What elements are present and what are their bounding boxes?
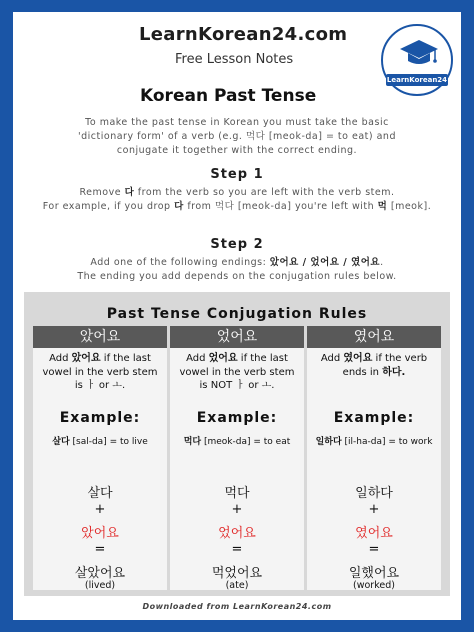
logo-text: LearnKorean24 (386, 76, 448, 84)
example-verb: 살다 [sal-da] = to live (52, 437, 148, 447)
stack-result: 일했어요 (348, 566, 400, 581)
stack-plus: + (231, 502, 243, 517)
intro-line: 'dictionary form' of a verb (e.g. 먹다 [meok-da] = to eat) and (78, 131, 396, 142)
stack-verb: 먹다 (224, 486, 250, 501)
example-label: Example: (333, 410, 415, 426)
site-name: LearnKorean24.com (139, 24, 348, 45)
step2-heading: Step 2 (210, 237, 264, 252)
stack-equals: = (231, 542, 243, 557)
header (13, 12, 461, 92)
step2-text (21, 256, 453, 284)
intro-text (33, 116, 441, 158)
stack-meaning: (ate) (225, 580, 249, 591)
rule-column-yeo (307, 326, 441, 590)
rule-ending: 었어요 (170, 326, 304, 348)
intro-line: To make the past tense in Korean you must take the basic (85, 117, 389, 128)
stack-meaning: (lived) (84, 580, 116, 591)
step2-line1: Add one of the following endings: 았어요 / 었어요 / 였어요. (90, 257, 384, 268)
example-verb: 일하다 [il-ha-da] = to work (315, 437, 433, 447)
rule-ending: 였어요 (307, 326, 441, 348)
stack-equals: = (368, 542, 380, 557)
graduation-cap-icon (399, 38, 439, 68)
stack-verb: 일하다 (355, 486, 393, 501)
stack-result: 먹었어요 (211, 566, 263, 581)
page-title: Korean Past Tense (140, 86, 317, 106)
rule-ending: 았어요 (33, 326, 167, 348)
rule-column-a (33, 326, 167, 590)
example-label: Example: (59, 410, 141, 426)
subtitle: Free Lesson Notes (175, 52, 294, 67)
footer-credit: Downloaded from LearnKorean24.com (142, 602, 332, 611)
step1-heading: Step 1 (210, 167, 264, 182)
stack-plus: + (94, 502, 106, 517)
stack-suffix: 였어요 (355, 526, 393, 541)
step1-text (21, 186, 453, 214)
rules-panel (24, 292, 450, 596)
lesson-page (13, 12, 461, 620)
stack-suffix: 았어요 (81, 526, 119, 541)
rule-column-eo (170, 326, 304, 590)
rules-title: Past Tense Conjugation Rules (106, 306, 368, 322)
stack-suffix: 었어요 (218, 526, 256, 541)
logo (381, 24, 453, 96)
rule-description: Add 었어요 if the last vowel in the verb stem is NOT ㅏ or ㅗ. (179, 353, 295, 391)
example-verb: 먹다 [meok-da] = to eat (183, 437, 291, 447)
stack-verb: 살다 (87, 486, 113, 501)
rule-description: Add 았어요 if the last vowel in the verb stem is ㅏ or ㅗ. (42, 353, 158, 391)
example-label: Example: (196, 410, 278, 426)
step2-line2: The ending you add depends on the conjugation rules below. (77, 271, 397, 282)
step1-line2: For example, if you drop 다 from 먹다 [meok-da] you're left with 먹 [meok]. (42, 201, 432, 212)
stack-result: 살았어요 (74, 566, 126, 581)
step1-line1: Remove 다 from the verb so you are left with the verb stem. (79, 187, 395, 198)
rule-description: Add 였어요 if the verb ends in 하다. (320, 353, 428, 378)
intro-line: conjugate it together with the correct ending. (116, 145, 358, 156)
stack-plus: + (368, 502, 380, 517)
stack-equals: = (94, 542, 106, 557)
stack-meaning: (worked) (353, 580, 395, 591)
